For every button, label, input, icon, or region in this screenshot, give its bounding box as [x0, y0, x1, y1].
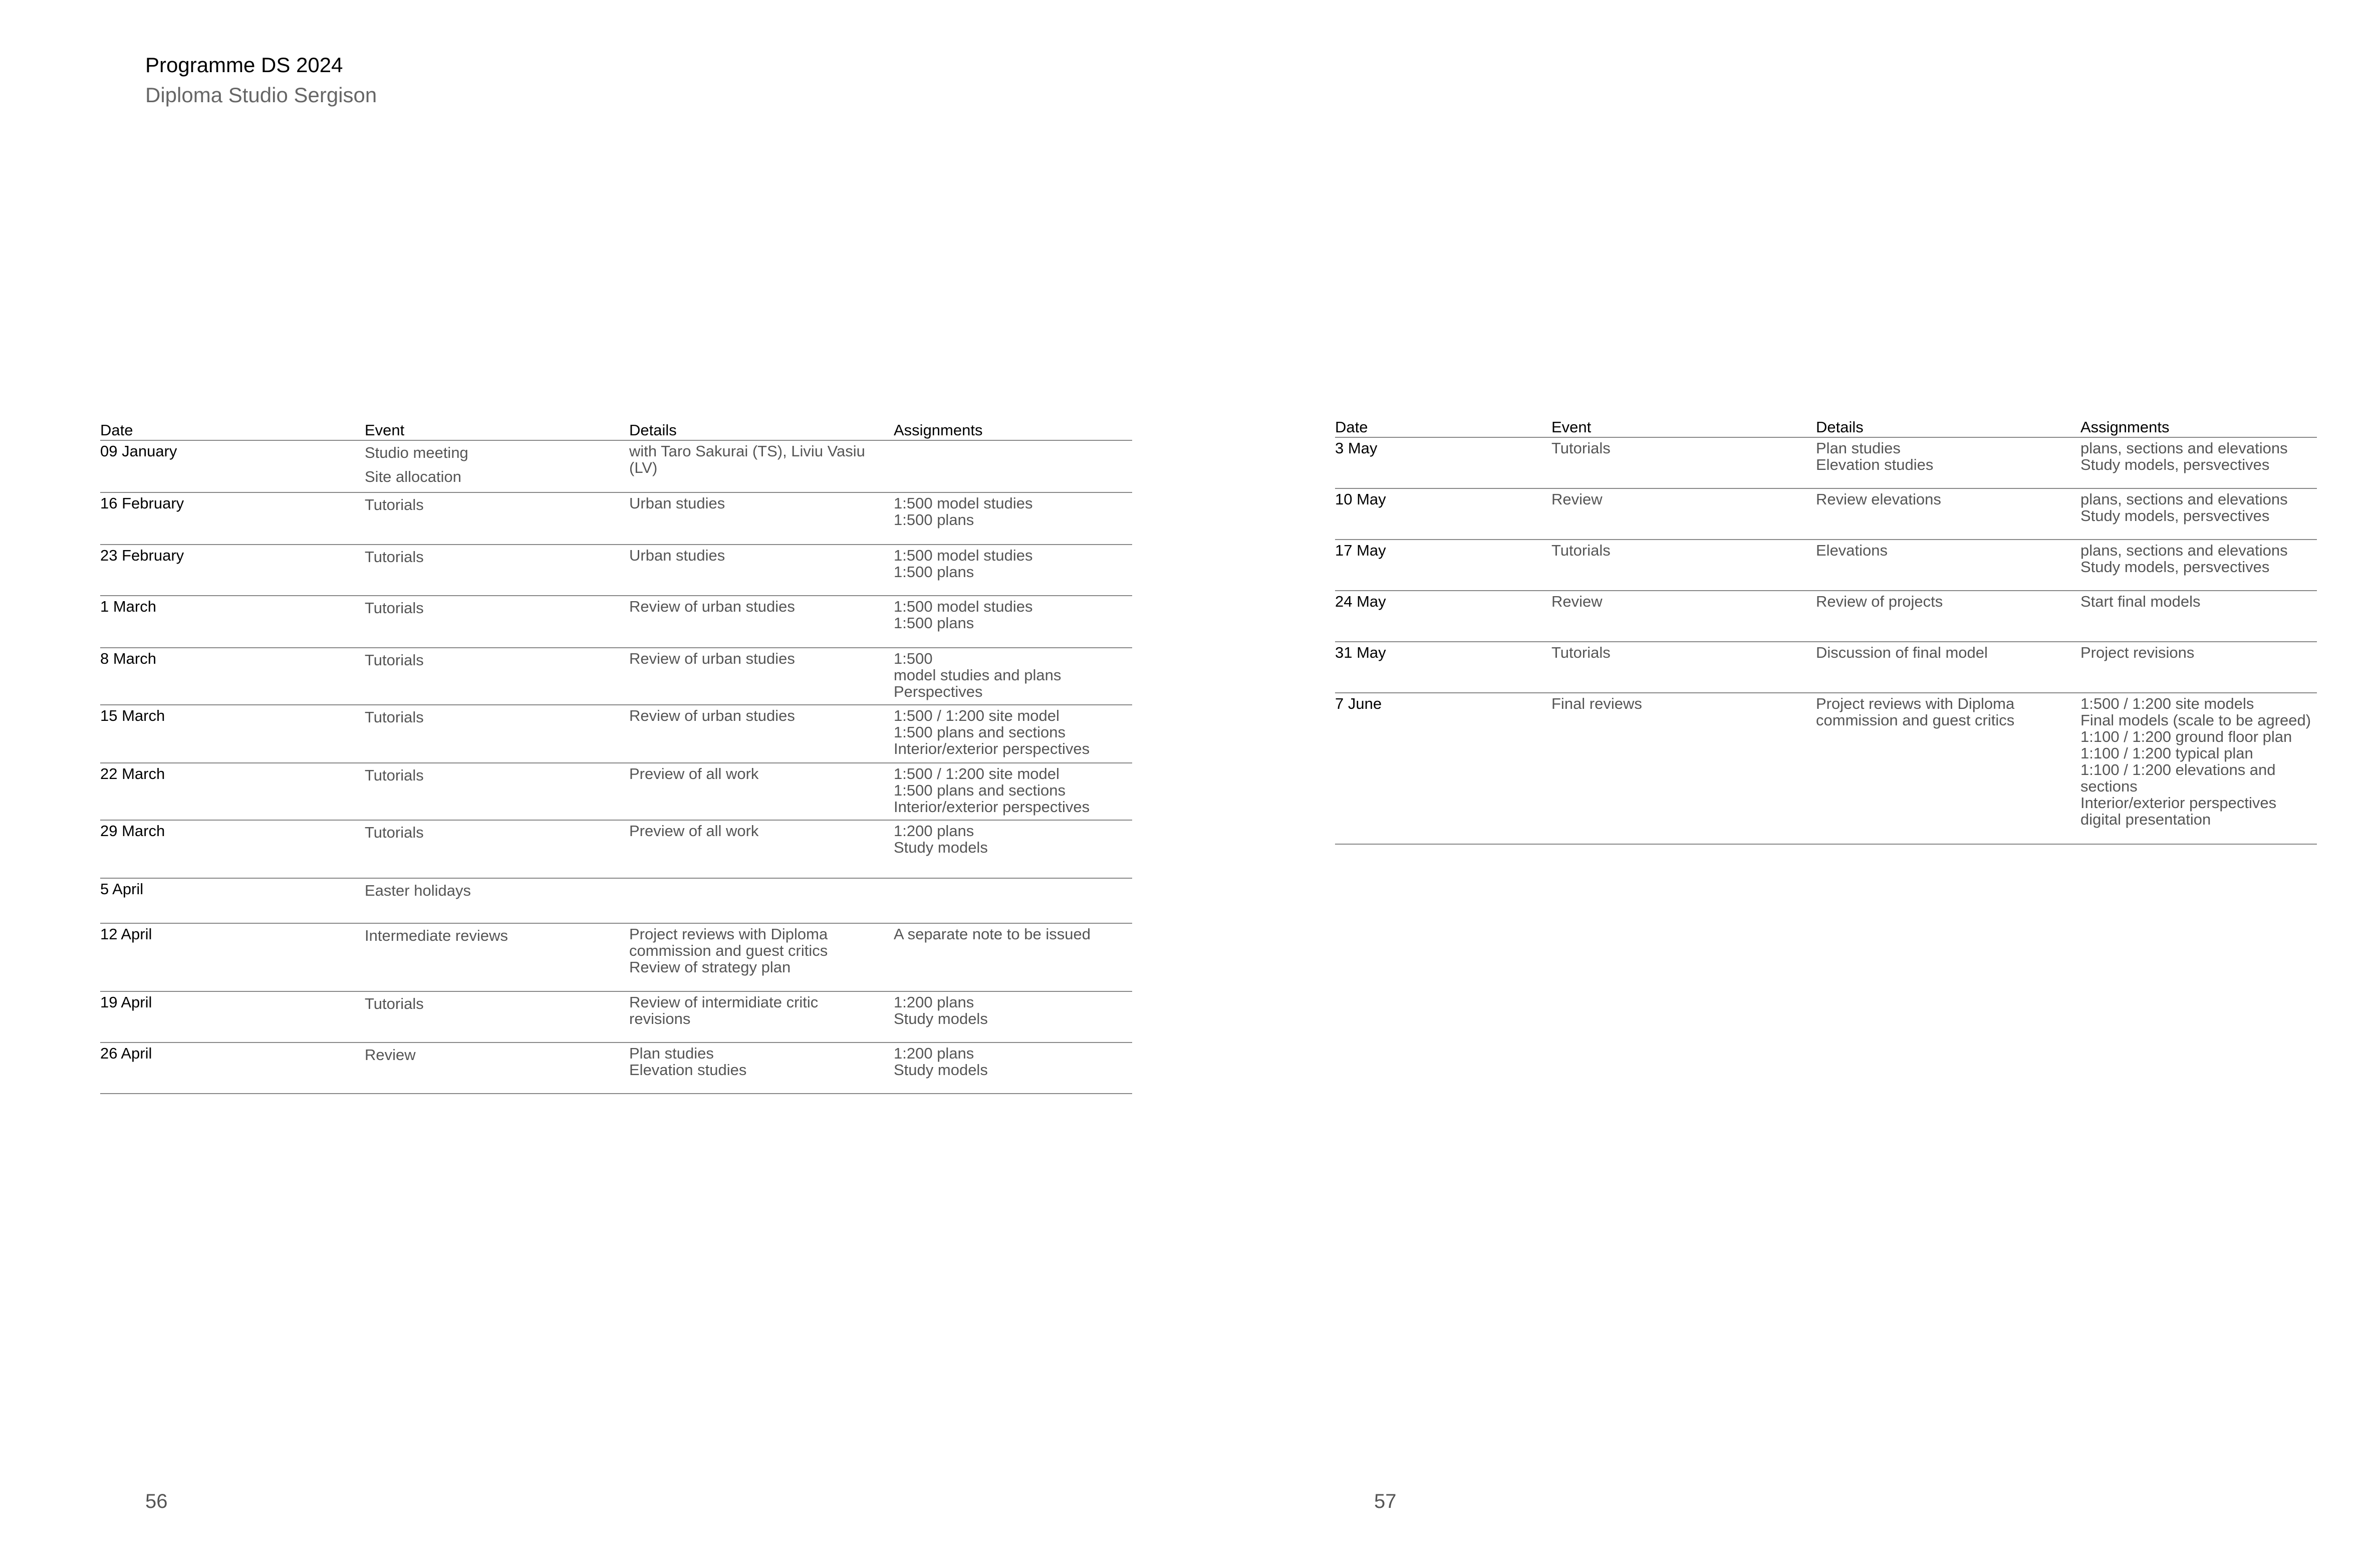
page-number-right: 57 [1374, 1490, 1397, 1512]
details-cell: Review of urban studies [629, 648, 894, 705]
assignments-cell: 1:500 model studies 1:500 plans [894, 596, 1132, 648]
column-header-date: Date [1335, 419, 1551, 437]
table-header-row [1335, 419, 2317, 437]
assignments-cell: 1:200 plans Study models [894, 820, 1132, 878]
event-cell: Tutorials [1551, 642, 1816, 693]
table-row [100, 440, 1132, 492]
event-cell: Tutorials [1551, 437, 1816, 488]
table-row [1335, 693, 2317, 844]
assignments-cell: Project revisions [2080, 642, 2317, 693]
event-cell: Tutorials [365, 596, 629, 648]
column-header-details: Details [1816, 419, 2080, 437]
assignments-cell: 1:500 model studies 1:500 plans [894, 545, 1132, 596]
table-row [100, 545, 1132, 596]
details-cell [629, 878, 894, 923]
table-row [100, 923, 1132, 991]
event-cell: Review [1551, 488, 1816, 540]
details-cell: Urban studies [629, 545, 894, 596]
date-cell: 23 February [100, 545, 365, 596]
date-cell: 8 March [100, 648, 365, 705]
date-cell: 5 April [100, 878, 365, 923]
table-row [1335, 488, 2317, 540]
column-header-event: Event [1551, 419, 1816, 437]
table-row [100, 878, 1132, 923]
assignments-cell: A separate note to be issued [894, 923, 1132, 991]
assignments-cell [894, 440, 1132, 492]
table-row [1335, 642, 2317, 693]
date-cell: 7 June [1335, 693, 1551, 844]
document-subtitle: Diploma Studio Sergison [145, 83, 377, 107]
table-row [1335, 437, 2317, 488]
table-row [100, 763, 1132, 820]
date-cell: 29 March [100, 820, 365, 878]
assignments-cell: 1:500 / 1:200 site model 1:500 plans and sections Interior/exterior perspectives [894, 763, 1132, 820]
details-cell: Review of intermidiate critic revisions [629, 991, 894, 1042]
column-header-assignments: Assignments [2080, 419, 2317, 437]
page-header [145, 50, 377, 110]
date-cell: 24 May [1335, 591, 1551, 642]
details-cell: Plan studies Elevation studies [629, 1042, 894, 1094]
event-cell: Intermediate reviews [365, 923, 629, 991]
event-cell: Tutorials [365, 492, 629, 545]
document-title: Programme DS 2024 [145, 53, 343, 77]
table-row [100, 1042, 1132, 1094]
assignments-cell: 1:500 / 1:200 site models Final models (scale to be agreed) 1:100 / 1:200 ground floor plan 1:100 / 1:200 typical plan 1:100 / 1:200 elevations and sections Interior/exterior perspectives digital presentation [2080, 693, 2317, 844]
event-cell: Tutorials [365, 545, 629, 596]
event-cell: Tutorials [365, 763, 629, 820]
details-cell: Review elevations [1816, 488, 2080, 540]
column-header-date: Date [100, 422, 365, 440]
details-cell: Preview of all work [629, 763, 894, 820]
details-cell: Review of urban studies [629, 596, 894, 648]
column-header-event: Event [365, 422, 629, 440]
event-cell: Tutorials [365, 648, 629, 705]
date-cell: 15 March [100, 705, 365, 763]
table-row [100, 705, 1132, 763]
table-row [100, 492, 1132, 545]
table-header-row [100, 422, 1132, 440]
date-cell: 22 March [100, 763, 365, 820]
event-cell: Review [1551, 591, 1816, 642]
details-cell: Elevations [1816, 540, 2080, 591]
table-row [1335, 591, 2317, 642]
page-number-left: 56 [145, 1490, 168, 1512]
table-row [100, 991, 1132, 1042]
event-cell: Tutorials [1551, 540, 1816, 591]
table-row [100, 648, 1132, 705]
assignments-cell: plans, sections and elevations Study models, persvectives [2080, 540, 2317, 591]
table-row [100, 596, 1132, 648]
date-cell: 17 May [1335, 540, 1551, 591]
schedule-table-left [100, 422, 1132, 1094]
details-cell: Preview of all work [629, 820, 894, 878]
details-cell: Review of urban studies [629, 705, 894, 763]
table-row [1335, 540, 2317, 591]
event-cell: Review [365, 1042, 629, 1094]
details-cell: Urban studies [629, 492, 894, 545]
schedule-table-right [1335, 419, 2317, 845]
assignments-cell: plans, sections and elevations Study models, persvectives [2080, 488, 2317, 540]
details-cell: Project reviews with Diploma commission and guest critics Review of strategy plan [629, 923, 894, 991]
date-cell: 12 April [100, 923, 365, 991]
table-row [100, 820, 1132, 878]
assignments-cell [894, 878, 1132, 923]
date-cell: 1 March [100, 596, 365, 648]
date-cell: 31 May [1335, 642, 1551, 693]
assignments-cell: 1:200 plans Study models [894, 1042, 1132, 1094]
event-cell: Studio meeting Site allocation [365, 440, 629, 492]
date-cell: 26 April [100, 1042, 365, 1094]
date-cell: 09 January [100, 440, 365, 492]
date-cell: 16 February [100, 492, 365, 545]
event-cell: Tutorials [365, 820, 629, 878]
details-cell: Project reviews with Diploma commission and guest critics [1816, 693, 2080, 844]
column-header-assignments: Assignments [894, 422, 1132, 440]
assignments-cell: plans, sections and elevations Study models, persvectives [2080, 437, 2317, 488]
date-cell: 10 May [1335, 488, 1551, 540]
event-cell: Final reviews [1551, 693, 1816, 844]
assignments-cell: Start final models [2080, 591, 2317, 642]
date-cell: 3 May [1335, 437, 1551, 488]
details-cell: Discussion of final model [1816, 642, 2080, 693]
assignments-cell: 1:500 / 1:200 site model 1:500 plans and sections Interior/exterior perspectives [894, 705, 1132, 763]
assignments-cell: 1:200 plans Study models [894, 991, 1132, 1042]
event-cell: Tutorials [365, 705, 629, 763]
details-cell: Review of projects [1816, 591, 2080, 642]
date-cell: 19 April [100, 991, 365, 1042]
details-cell: Plan studies Elevation studies [1816, 437, 2080, 488]
event-cell: Tutorials [365, 991, 629, 1042]
assignments-cell: 1:500 model studies and plans Perspectives [894, 648, 1132, 705]
column-header-details: Details [629, 422, 894, 440]
event-cell: Easter holidays [365, 878, 629, 923]
details-cell: with Taro Sakurai (TS), Liviu Vasiu (LV) [629, 440, 894, 492]
assignments-cell: 1:500 model studies 1:500 plans [894, 492, 1132, 545]
